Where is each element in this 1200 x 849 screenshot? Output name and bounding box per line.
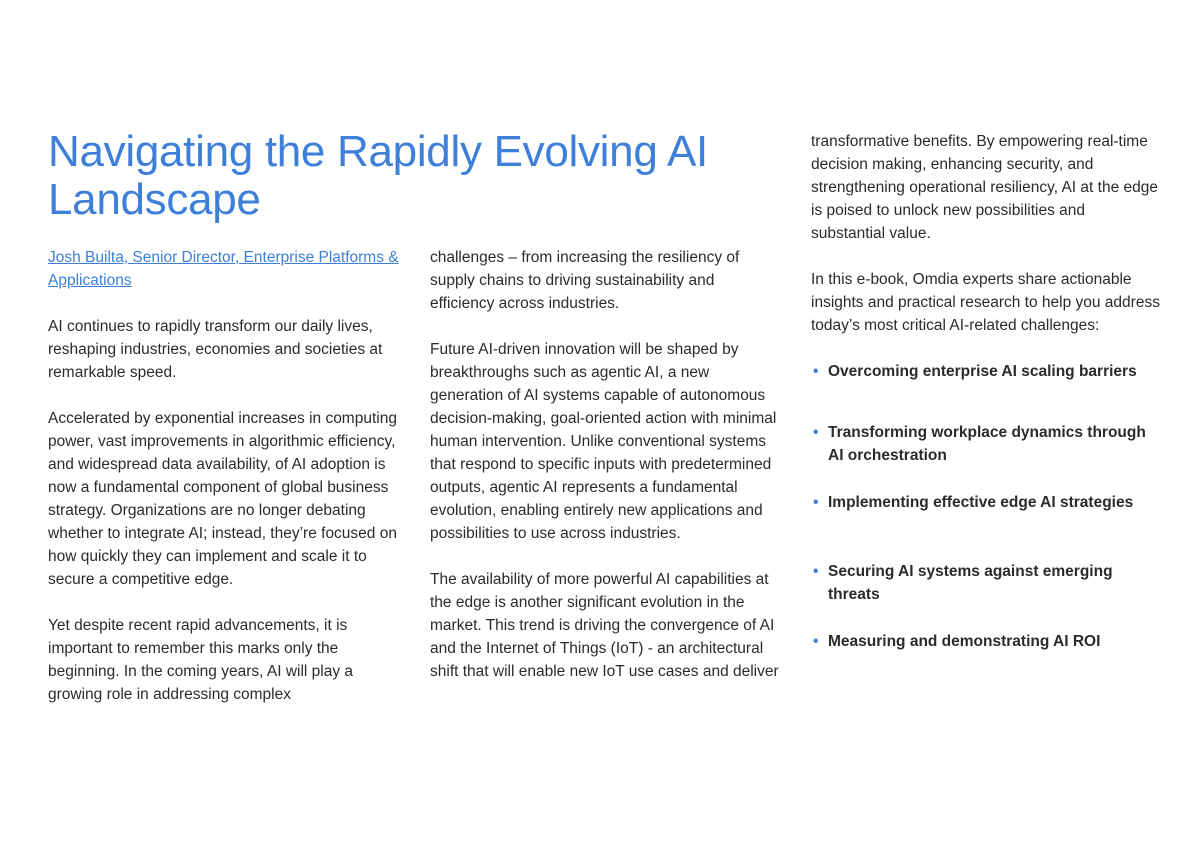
- bullet-icon: •: [813, 424, 819, 441]
- bullet-icon: •: [813, 363, 819, 380]
- bullet-icon: •: [813, 633, 819, 650]
- column-3: [811, 130, 1161, 653]
- column-2: [430, 246, 780, 706]
- list-item: [811, 421, 1161, 467]
- author-link[interactable]: Josh Builta, Senior Director, Enterprise Platforms & Applications: [48, 249, 399, 289]
- list-item: [811, 360, 1161, 383]
- paragraph: The availability of more powerful AI capabilities at the edge is another significant evolution in the market. This trend is driving the convergence of AI and the Internet of Things (IoT) - an architectural shift that will enable new IoT use cases and deliver: [430, 571, 779, 680]
- column-1: [48, 246, 403, 729]
- bullet-icon: •: [813, 494, 819, 511]
- list-item-text: Securing AI systems against emerging threats: [828, 563, 1113, 603]
- paragraph: transformative benefits. By empowering real-time decision making, enhancing security, and strengthening operational resiliency, AI at the edge is poised to unlock new possibilities and substantial value.: [811, 133, 1158, 242]
- paragraph: AI continues to rapidly transform our daily lives, reshaping industries, economies and societies at remarkable speed.: [48, 318, 383, 381]
- paragraph: Accelerated by exponential increases in computing power, vast improvements in algorithmic efficiency, and widespread data availability, of AI adoption is now a fundamental component of global business strategy. Organizations are no longer debating whether to integrate AI; instead, they’re focused on how quickly they can implement and scale it to secure a competitive edge.: [48, 410, 397, 588]
- bullet-icon: •: [813, 563, 819, 580]
- paragraph: In this e-book, Omdia experts share actionable insights and practical research to help you address today’s most critical AI-related challenges:: [811, 271, 1160, 334]
- paragraph: Yet despite recent rapid advancements, it is important to remember this marks only the beginning. In the coming years, AI will play a growing role in addressing complex: [48, 617, 354, 703]
- page-title: Navigating the Rapidly Evolving AI Landscape: [48, 127, 708, 224]
- list-item: [811, 491, 1161, 514]
- list-item: [811, 560, 1161, 606]
- list-item-text: Transforming workplace dynamics through AI orchestration: [828, 424, 1146, 464]
- list-item-text: Overcoming enterprise AI scaling barriers: [828, 363, 1137, 380]
- paragraph: challenges – from increasing the resiliency of supply chains to driving sustainability and efficiency across industries.: [430, 249, 740, 312]
- list-item-text: Implementing effective edge AI strategies: [828, 494, 1134, 511]
- list-item: [811, 630, 1161, 653]
- paragraph: Future AI-driven innovation will be shaped by breakthroughs such as agentic AI, a new generation of AI systems capable of autonomous decision-making, goal-oriented action with minimal human intervention. Unlike conventional systems that respond to specific inputs with predetermined outputs, agentic AI represents a fundamental evolution, enabling entirely new applications and possibilities to use across industries.: [430, 341, 777, 542]
- challenge-list: [811, 360, 1161, 653]
- list-item-text: Measuring and demonstrating AI ROI: [828, 633, 1101, 650]
